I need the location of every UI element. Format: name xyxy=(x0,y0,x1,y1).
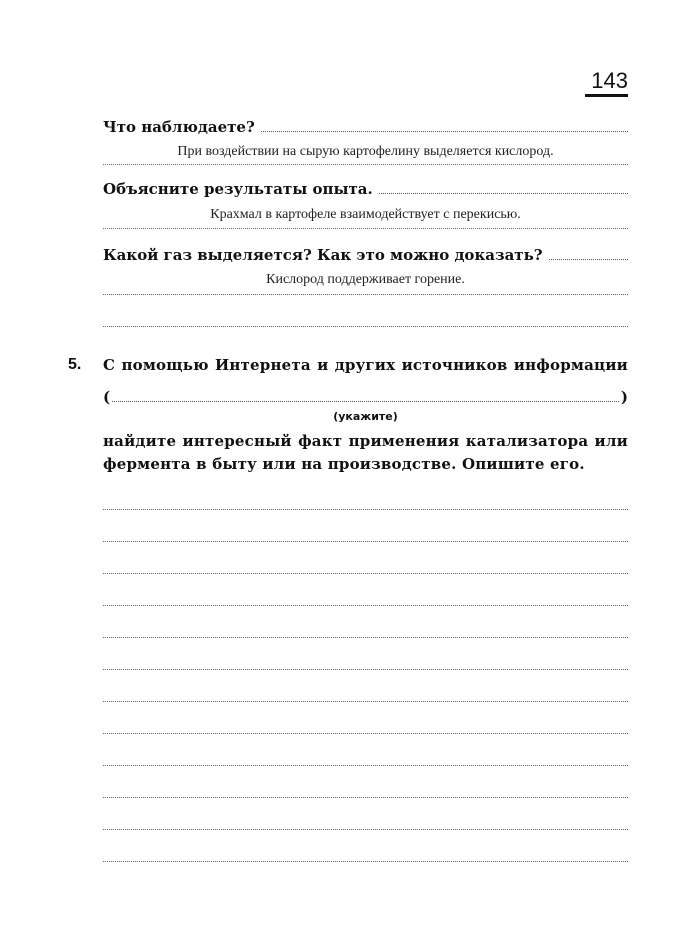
answer-line[interactable] xyxy=(103,829,628,830)
question-1-answer: При воздействии на сырую картофелину выделяется кислород. xyxy=(177,144,554,159)
question-2 xyxy=(103,180,628,198)
page-number-underline xyxy=(585,94,628,97)
answer-line[interactable] xyxy=(103,228,628,229)
question-3 xyxy=(103,246,628,264)
answer-line[interactable] xyxy=(379,192,628,194)
source-field[interactable] xyxy=(103,388,628,406)
question-1 xyxy=(103,118,628,136)
answer-line[interactable] xyxy=(103,701,628,702)
question-2-answer: Крахмал в картофеле взаимодействует с перекисью. xyxy=(210,207,521,222)
question-3-label: Какой газ выделяется? Как это можно доказать? xyxy=(103,246,543,264)
answer-line[interactable] xyxy=(549,258,628,260)
answer-line[interactable] xyxy=(103,637,628,638)
answer-line[interactable] xyxy=(103,861,628,862)
question-3-answer: Кислород поддерживает горение. xyxy=(266,272,465,287)
task-text-line-1: С помощью Интернета и других источников информации xyxy=(103,356,628,374)
task-number: 5. xyxy=(68,356,82,373)
answer-line[interactable] xyxy=(103,294,628,295)
answer-line[interactable] xyxy=(103,669,628,670)
paren-open: ( xyxy=(103,388,111,406)
answer-line[interactable] xyxy=(103,733,628,734)
answer-line[interactable] xyxy=(103,509,628,510)
question-2-label: Объясните результаты опыта. xyxy=(103,180,373,198)
source-hint: (укажите) xyxy=(333,410,398,423)
task-text-line-2: найдите интересный факт применения катализатора или xyxy=(103,432,628,450)
answer-line[interactable] xyxy=(103,765,628,766)
answer-line[interactable] xyxy=(103,541,628,542)
source-line[interactable] xyxy=(112,400,619,402)
answer-line[interactable] xyxy=(261,130,628,132)
answer-line[interactable] xyxy=(103,573,628,574)
task-text-line-3: фермента в быту или на производстве. Опишите его. xyxy=(103,455,585,473)
page-number: 143 xyxy=(591,68,628,93)
paren-close: ) xyxy=(620,388,628,406)
answer-line[interactable] xyxy=(103,797,628,798)
answer-line[interactable] xyxy=(103,164,628,165)
answer-line[interactable] xyxy=(103,605,628,606)
answer-line[interactable] xyxy=(103,326,628,327)
question-1-label: Что наблюдаете? xyxy=(103,118,255,136)
